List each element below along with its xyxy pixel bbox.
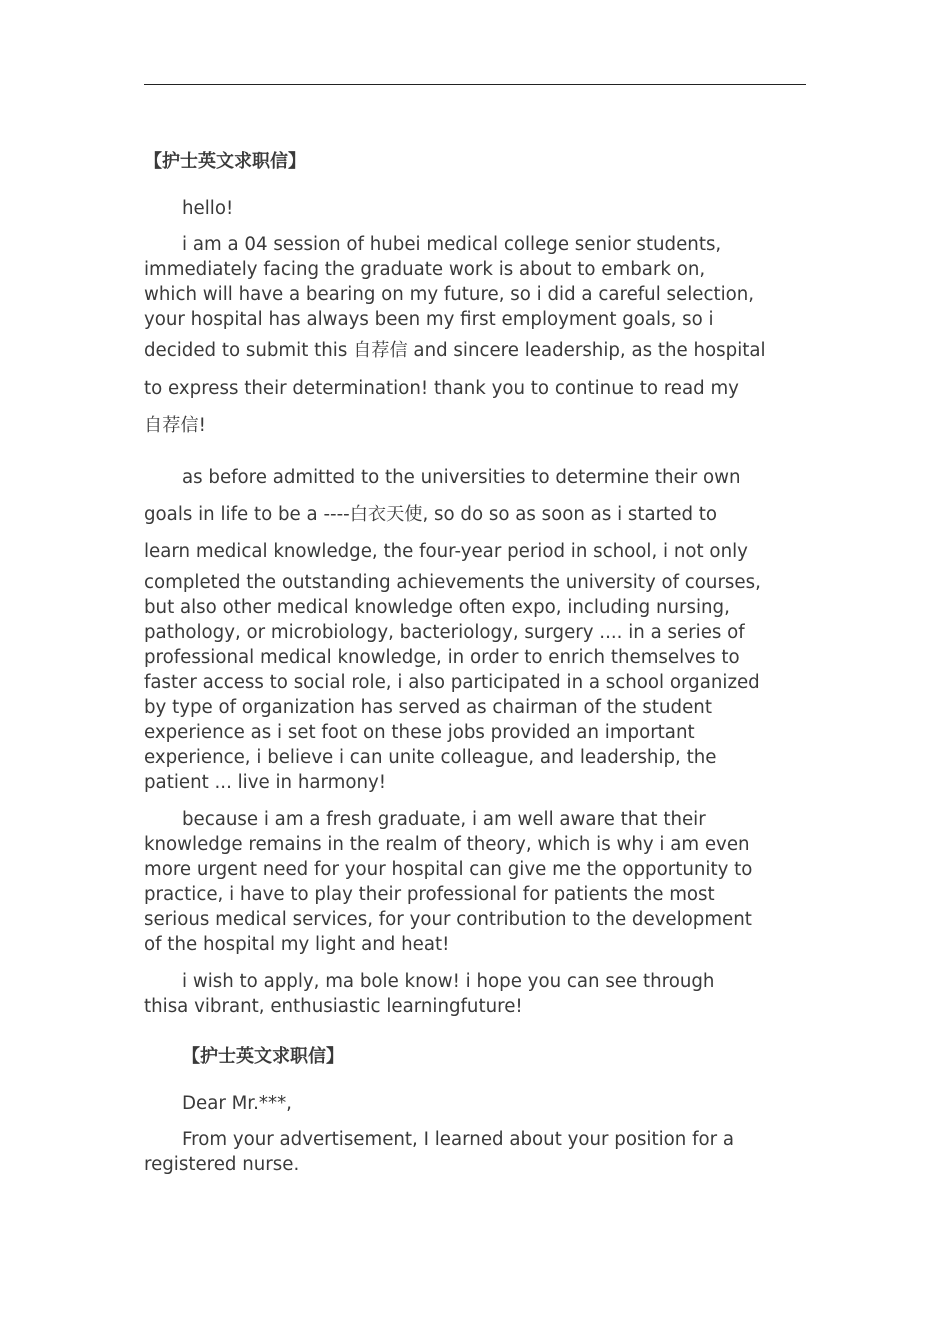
paragraph-2-line: learn medical knowledge, the four-year period in school, i not only <box>144 540 748 562</box>
paragraph-2-line: professional medical knowledge, in order to enrich themselves to <box>144 646 740 668</box>
paragraph-1 <box>144 232 806 445</box>
paragraph-2-line: experience, i believe i can unite colleague, and leadership, the <box>144 746 717 768</box>
paragraph-2-line: patient ... live in harmony! <box>144 771 387 793</box>
paragraph-3 <box>144 807 806 957</box>
paragraph-2 <box>144 459 806 795</box>
paragraph-1-line: immediately facing the graduate work is about to embark on, <box>144 259 706 280</box>
paragraph-3-line: serious medical services, for your contribution to the development <box>144 908 752 930</box>
section-heading-2: 【护士英文求职信】 <box>182 1045 344 1067</box>
paragraph-3-line: of the hospital my light and heat! <box>144 933 450 955</box>
paragraph-2-line: by type of organization has served as chairman of the student <box>144 696 712 718</box>
paragraph-2-line: goals in life to be a ----白衣天使, so do so as soon as i started to <box>144 504 718 525</box>
paragraph-4-line: thisa vibrant, enthusiastic learningfuture! <box>144 995 523 1017</box>
paragraph-3-line: practice, i have to play their professional for patients the most <box>144 883 715 905</box>
section-heading-1: 【护士英文求职信】 <box>144 151 306 172</box>
greeting-1 <box>144 196 806 221</box>
header-rule <box>144 84 806 85</box>
paragraph-3-line: because i am a fresh graduate, i am well aware that their <box>182 808 706 830</box>
paragraph-5-line: From your advertisement, I learned about your position for a <box>182 1128 735 1150</box>
paragraph-2-line: as before admitted to the universities to determine their own <box>182 466 741 488</box>
paragraph-4-line: i wish to apply, ma bole know! i hope you can see through <box>182 970 715 992</box>
paragraph-2-line: but also other medical knowledge often expo, including nursing, <box>144 596 730 618</box>
document-body <box>144 148 806 1189</box>
greeting-2 <box>144 1091 806 1116</box>
paragraph-3-line: more urgent need for your hospital can give me the opportunity to <box>144 858 753 880</box>
paragraph-1-line: decided to submit this 自荐信 and sincere leadership, as the hospital <box>144 340 766 361</box>
paragraph-2-line: experience as i set foot on these jobs provided an important <box>144 721 695 743</box>
paragraph-3-line: knowledge remains in the realm of theory, which is why i am even <box>144 833 750 855</box>
paragraph-5-line: registered nurse. <box>144 1153 300 1175</box>
paragraph-1-line: 自荐信! <box>144 415 206 436</box>
paragraph-1-line: to express their determination! thank you to continue to read my <box>144 377 739 399</box>
paragraph-5 <box>144 1127 806 1177</box>
paragraph-4 <box>144 969 806 1019</box>
paragraph-1-line: your hospital has always been my first employment goals, so i <box>144 309 714 330</box>
paragraph-2-line: faster access to social role, i also participated in a school organized <box>144 671 760 693</box>
paragraph-2-line: completed the outstanding achievements the university of courses, <box>144 571 761 593</box>
paragraph-1-line: which will have a bearing on my future, so i did a careful selection, <box>144 284 755 305</box>
greeting-1-text: hello! <box>182 198 234 219</box>
paragraph-1-line: i am a 04 session of hubei medical college senior students, <box>182 234 722 255</box>
greeting-2-text: Dear Mr.***, <box>182 1092 292 1114</box>
paragraph-2-line: pathology, or microbiology, bacteriology, surgery .... in a series of <box>144 621 745 643</box>
